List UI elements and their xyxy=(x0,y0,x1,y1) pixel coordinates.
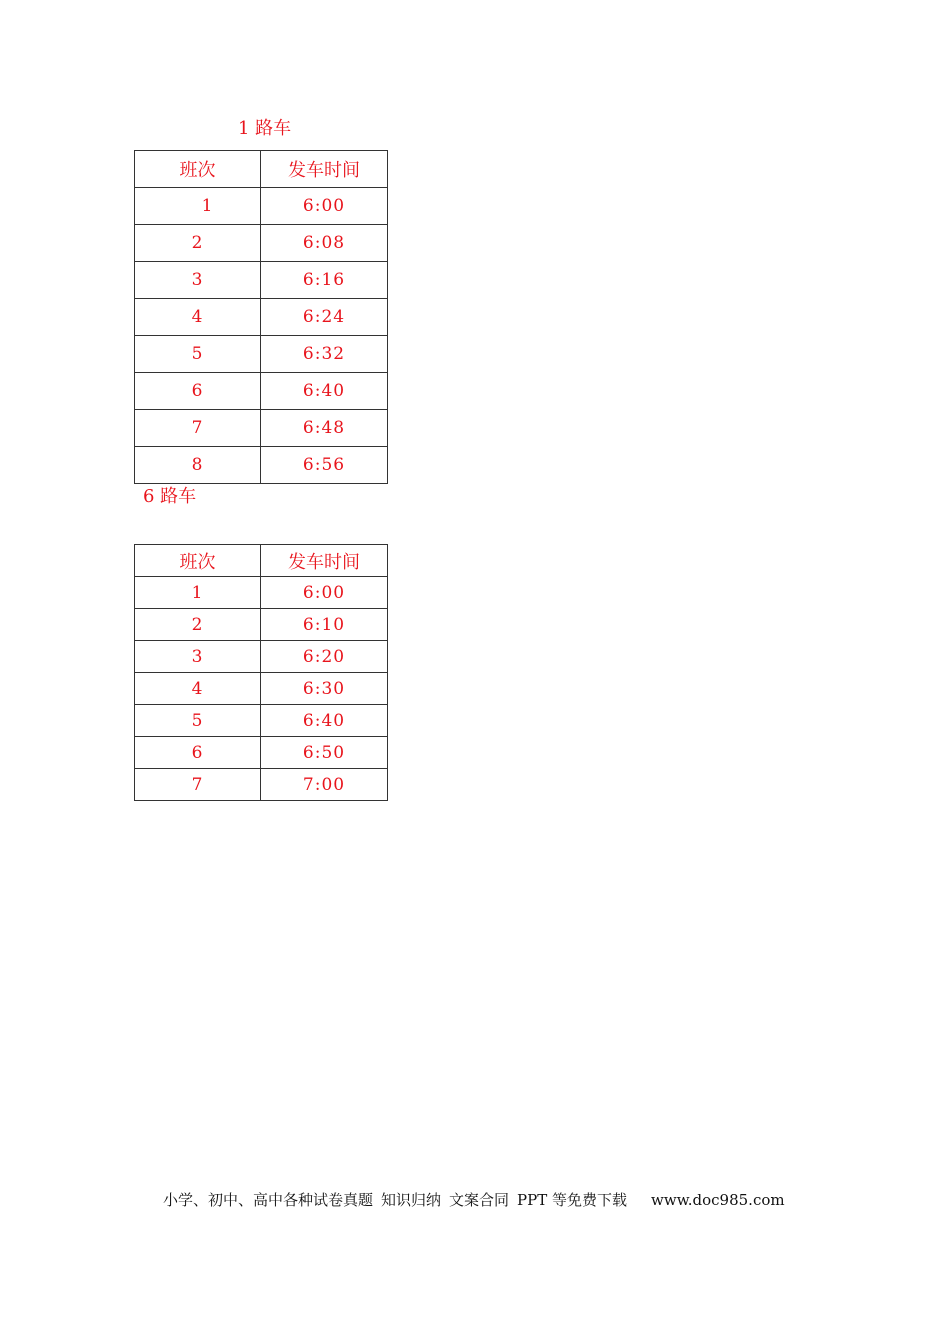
table-row xyxy=(135,299,388,336)
footer-website-link[interactable]: www.doc985.com xyxy=(651,1191,785,1209)
departure-time-cell: 6:48 xyxy=(261,410,388,447)
departure-time-cell: 6:30 xyxy=(261,673,388,705)
table-row xyxy=(135,336,388,373)
page-footer xyxy=(163,1190,785,1210)
route-1-schedule-table xyxy=(134,150,388,484)
departure-time-cell: 6:32 xyxy=(261,336,388,373)
trip-number-cell: 7 xyxy=(135,410,261,447)
footer-text-exams: 小学、初中、高中各种试卷真题 xyxy=(163,1191,374,1209)
table-row xyxy=(135,609,388,641)
table-row xyxy=(135,769,388,801)
departure-time-cell: 6:08 xyxy=(261,225,388,262)
table-row xyxy=(135,410,388,447)
table-row xyxy=(135,673,388,705)
trip-number-cell: 1 xyxy=(135,577,261,609)
table-row xyxy=(135,577,388,609)
departure-time-cell: 6:40 xyxy=(261,705,388,737)
trip-number-cell: 6 xyxy=(135,373,261,410)
header-trip-number: 班次 xyxy=(135,151,261,188)
departure-time-cell: 7:00 xyxy=(261,769,388,801)
departure-time-cell: 6:16 xyxy=(261,262,388,299)
departure-time-cell: 6:10 xyxy=(261,609,388,641)
departure-time-cell: 6:00 xyxy=(261,188,388,225)
table-row xyxy=(135,225,388,262)
table-row xyxy=(135,737,388,769)
table-row xyxy=(135,447,388,484)
footer-text-templates: 文案合同 xyxy=(449,1191,510,1209)
departure-time-cell: 6:50 xyxy=(261,737,388,769)
departure-time-cell: 6:00 xyxy=(261,577,388,609)
table-row xyxy=(135,188,388,225)
route-6-schedule-table xyxy=(134,544,388,801)
header-departure-time: 发车时间 xyxy=(261,151,388,188)
trip-number-cell: 2 xyxy=(135,609,261,641)
route-6-title: 6 路车 xyxy=(143,486,197,507)
footer-text-downloads: PPT 等免费下载 xyxy=(517,1191,628,1209)
departure-time-cell: 6:20 xyxy=(261,641,388,673)
table-row xyxy=(135,705,388,737)
route-1-title: 1 路车 xyxy=(238,118,292,139)
table-header-row xyxy=(135,545,388,577)
footer-text-knowledge: 知识归纳 xyxy=(381,1191,442,1209)
table-row xyxy=(135,262,388,299)
table-row xyxy=(135,373,388,410)
trip-number-cell: 4 xyxy=(135,673,261,705)
trip-number-cell: 3 xyxy=(135,641,261,673)
trip-number-cell: 5 xyxy=(135,336,261,373)
departure-time-cell: 6:56 xyxy=(261,447,388,484)
trip-number-cell: 1 xyxy=(135,188,261,225)
trip-number-cell: 8 xyxy=(135,447,261,484)
table-row xyxy=(135,641,388,673)
departure-time-cell: 6:24 xyxy=(261,299,388,336)
departure-time-cell: 6:40 xyxy=(261,373,388,410)
table-header-row xyxy=(135,151,388,188)
trip-number-cell: 4 xyxy=(135,299,261,336)
trip-number-cell: 5 xyxy=(135,705,261,737)
trip-number-cell: 3 xyxy=(135,262,261,299)
header-trip-number: 班次 xyxy=(135,545,261,577)
trip-number-cell: 7 xyxy=(135,769,261,801)
trip-number-cell: 2 xyxy=(135,225,261,262)
header-departure-time: 发车时间 xyxy=(261,545,388,577)
trip-number-cell: 6 xyxy=(135,737,261,769)
